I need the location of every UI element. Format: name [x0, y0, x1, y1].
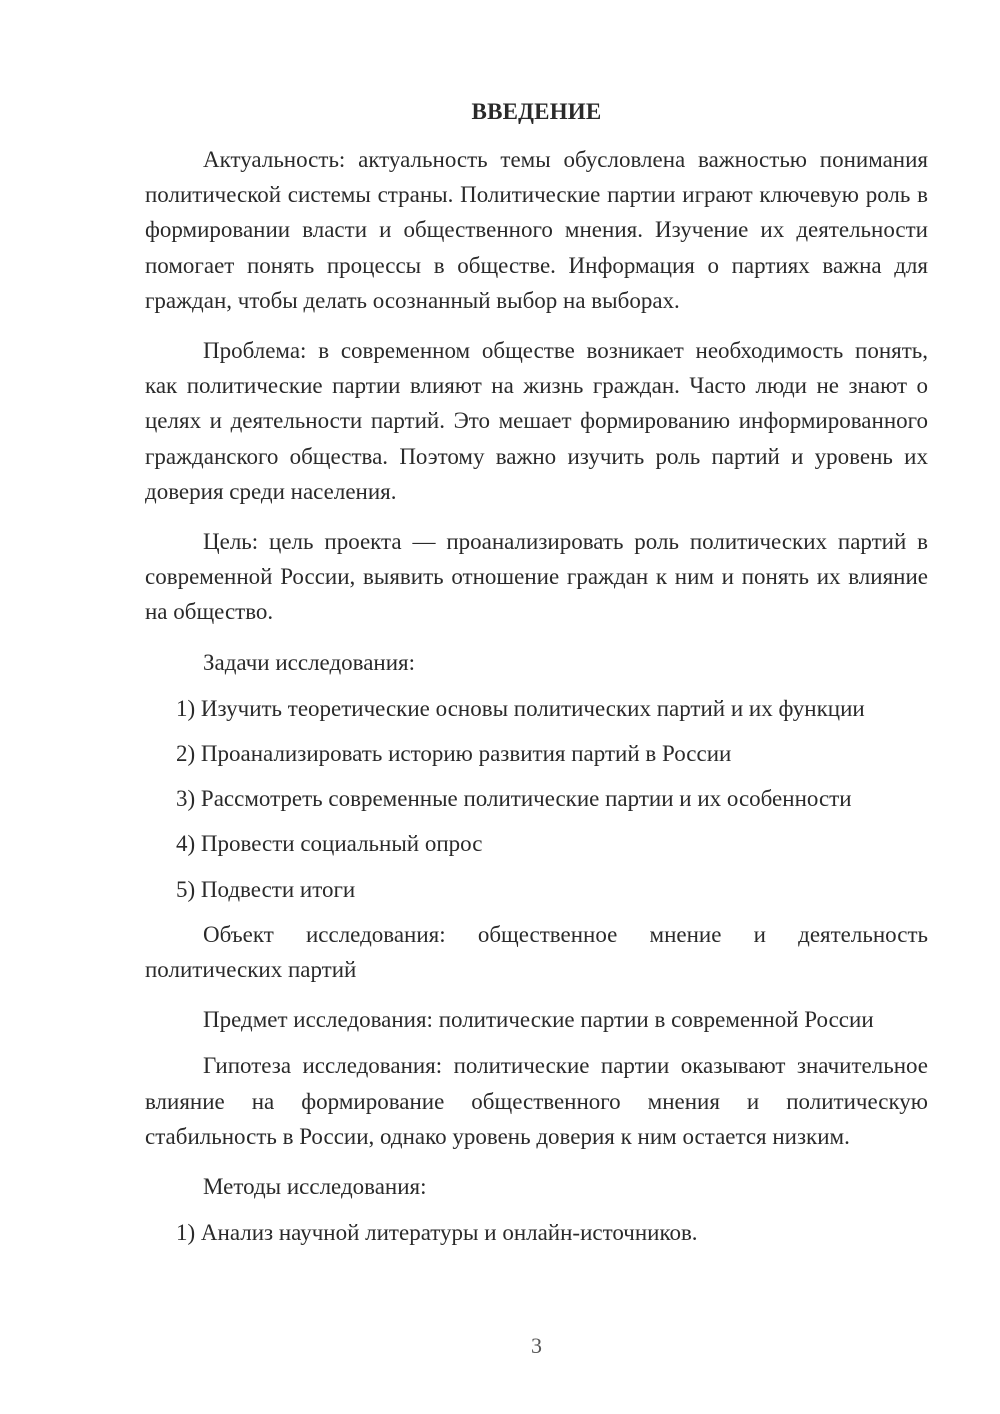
paragraph-object: Объект исследования: общественное мнение и деятельность политических партий: [145, 921, 928, 983]
list-item: 2) Проанализировать историю развития партий в России: [176, 741, 732, 767]
methods-heading: Методы исследования:: [203, 1174, 427, 1200]
page-content: [145, 97, 928, 1260]
paragraph-problem: Проблема: в современном обществе возникает необходимость понять, как политические партии влияют на жизнь граждан. Часто люди не знают о целях и деятельности партий. Это мешает формированию информированного гражданского общества. Поэтому важно изучить роль партий и уровень их доверия среди населения.: [145, 338, 928, 504]
list-item: 5) Подвести итоги: [176, 876, 356, 902]
paragraph-subject: Предмет исследования: политические партии в современной России: [203, 1007, 874, 1033]
paragraph-goal: Цель: цель проекта — проанализировать роль политических партий в современной России, выявить отношение граждан к ним и понять их влияние на общество.: [145, 529, 928, 625]
list-item: 1) Анализ научной литературы и онлайн-источников.: [176, 1220, 698, 1246]
list-item: 3) Рассмотреть современные политические партии и их особенности: [176, 786, 852, 812]
list-item: 4) Провести социальный опрос: [176, 831, 483, 857]
tasks-heading: Задачи исследования:: [203, 649, 416, 675]
paragraph-relevance: Актуальность: актуальность темы обусловлена важностью понимания политической системы страны. Политические партии играют ключевую роль в формировании власти и общественного мнения. Изучение их деятельности помогает понять процессы в обществе. Информация о партиях важна для граждан, чтобы делать осознанный выбор на выборах.: [145, 147, 928, 313]
tasks-list: [145, 691, 928, 907]
section-title: ВВЕДЕНИЕ: [471, 99, 602, 124]
page-number: 3: [531, 1333, 542, 1358]
paragraph-hypothesis: Гипотеза исследования: политические партии оказывают значительное влияние на формирование общественного мнения и политическую стабильность в России, однако уровень доверия к ним остается низким.: [145, 1053, 928, 1149]
list-item: 1) Изучить теоретические основы политических партий и их функции: [176, 695, 865, 721]
methods-list: [145, 1215, 928, 1250]
